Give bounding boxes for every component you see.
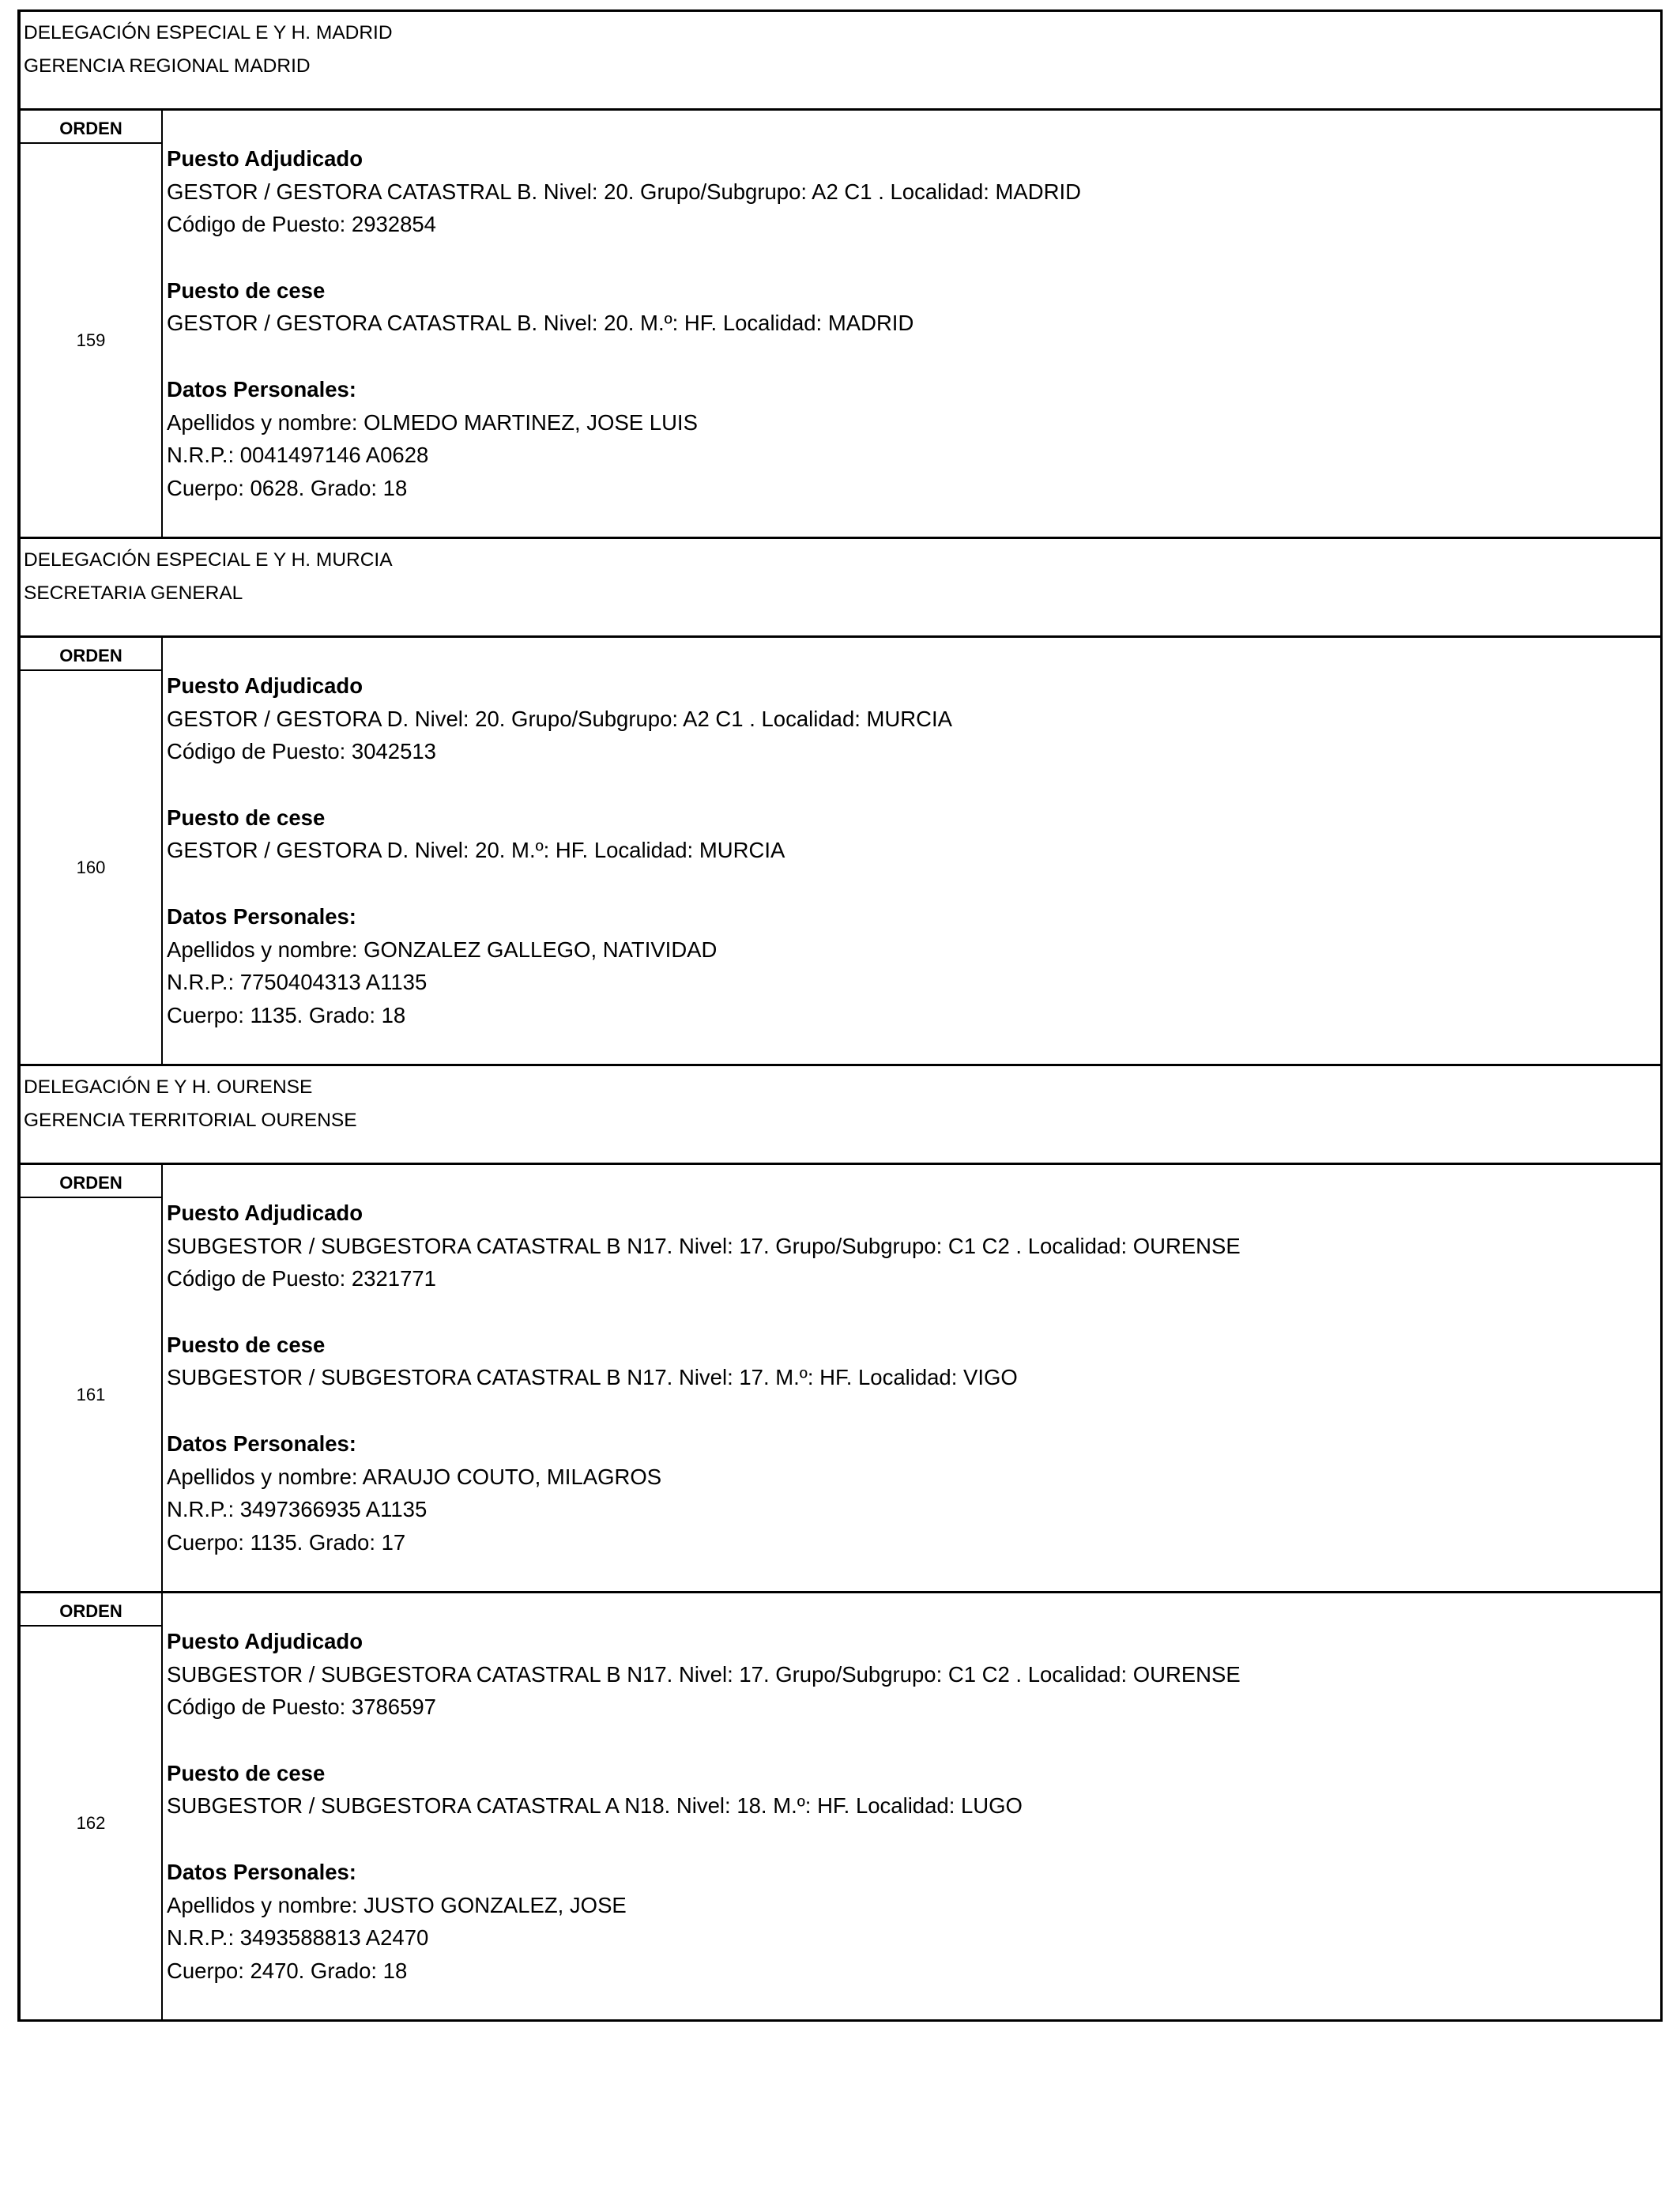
record-row (21, 111, 1660, 539)
record-details (163, 111, 1660, 537)
delegacion-title: DELEGACIÓN ESPECIAL E Y H. MURCIA (24, 549, 393, 571)
puesto-adjudicado-heading: Puesto Adjudicado (167, 673, 363, 698)
puesto-adjudicado-heading: Puesto Adjudicado (167, 146, 363, 171)
orden-number: 160 (76, 857, 106, 877)
section-header (21, 1066, 1660, 1165)
gerencia-title: GERENCIA TERRITORIAL OURENSE (24, 1110, 357, 1131)
nrp: N.R.P.: 3497366935 A1135 (167, 1497, 428, 1522)
datos-personales-heading: Datos Personales: (167, 903, 356, 929)
puesto-adjudicado-text: GESTOR / GESTORA CATASTRAL B. Nivel: 20. Grupo/Subgrupo: A2 C1 . Localidad: MADRID (167, 179, 1081, 204)
gerencia-title: SECRETARIA GENERAL (24, 582, 243, 604)
cuerpo-grado: Cuerpo: 1135. Grado: 18 (167, 1002, 406, 1027)
codigo-puesto: Código de Puesto: 3042513 (167, 739, 436, 764)
puesto-adjudicado-text: SUBGESTOR / SUBGESTORA CATASTRAL B N17. Nivel: 17. Grupo/Subgrupo: C1 C2 . Localidad: OURENSE (167, 1233, 1241, 1258)
apellidos-nombre: Apellidos y nombre: OLMEDO MARTINEZ, JOSE LUIS (167, 409, 698, 435)
apellidos-nombre: Apellidos y nombre: ARAUJO COUTO, MILAGROS (167, 1464, 662, 1489)
section-header (21, 539, 1660, 638)
orden-column (21, 638, 163, 1064)
record-details (163, 1593, 1660, 2019)
puesto-adjudicado-text: SUBGESTOR / SUBGESTORA CATASTRAL B N17. Nivel: 17. Grupo/Subgrupo: C1 C2 . Localidad: OURENSE (167, 1661, 1241, 1687)
puesto-cese-text: SUBGESTOR / SUBGESTORA CATASTRAL A N18. Nivel: 18. M.º: HF. Localidad: LUGO (167, 1793, 1023, 1819)
orden-column (21, 111, 163, 537)
record-row (21, 1165, 1660, 1593)
apellidos-nombre: Apellidos y nombre: JUSTO GONZALEZ, JOSE (167, 1892, 627, 1917)
codigo-puesto: Código de Puesto: 2321771 (167, 1266, 436, 1291)
codigo-puesto: Código de Puesto: 3786597 (167, 1695, 436, 1720)
record-row (21, 638, 1660, 1066)
nrp: N.R.P.: 3493588813 A2470 (167, 1925, 429, 1951)
datos-personales-heading: Datos Personales: (167, 1431, 356, 1456)
orden-label: ORDEN (21, 638, 161, 671)
section-header (21, 12, 1660, 111)
puesto-cese-text: GESTOR / GESTORA D. Nivel: 20. M.º: HF. Localidad: MURCIA (167, 838, 785, 863)
orden-number: 159 (76, 330, 106, 350)
nrp: N.R.P.: 7750404313 A1135 (167, 970, 428, 995)
puesto-cese-heading: Puesto de cese (167, 805, 326, 830)
orden-column (21, 1593, 163, 2019)
delegacion-title: DELEGACIÓN ESPECIAL E Y H. MADRID (24, 22, 393, 43)
cuerpo-grado: Cuerpo: 1135. Grado: 17 (167, 1529, 406, 1555)
puesto-cese-heading: Puesto de cese (167, 1760, 326, 1785)
apellidos-nombre: Apellidos y nombre: GONZALEZ GALLEGO, NATIVIDAD (167, 937, 718, 962)
orden-label: ORDEN (21, 1593, 161, 1627)
nrp: N.R.P.: 0041497146 A0628 (167, 443, 429, 468)
datos-personales-heading: Datos Personales: (167, 376, 356, 401)
puesto-cese-heading: Puesto de cese (167, 1332, 326, 1357)
puesto-cese-text: SUBGESTOR / SUBGESTORA CATASTRAL B N17. Nivel: 17. M.º: HF. Localidad: VIGO (167, 1365, 1018, 1390)
cuerpo-grado: Cuerpo: 2470. Grado: 18 (167, 1958, 408, 1983)
orden-number: 162 (76, 1812, 106, 1833)
puesto-cese-heading: Puesto de cese (167, 277, 326, 303)
orden-column (21, 1165, 163, 1591)
record-details (163, 638, 1660, 1064)
orden-label: ORDEN (21, 1165, 161, 1198)
record-details (163, 1165, 1660, 1591)
puesto-adjudicado-heading: Puesto Adjudicado (167, 1629, 363, 1653)
gerencia-title: GERENCIA REGIONAL MADRID (24, 55, 311, 77)
orden-label: ORDEN (21, 111, 161, 144)
puesto-adjudicado-text: GESTOR / GESTORA D. Nivel: 20. Grupo/Subgrupo: A2 C1 . Localidad: MURCIA (167, 706, 952, 731)
record-row (21, 1593, 1660, 2022)
puesto-adjudicado-heading: Puesto Adjudicado (167, 1201, 363, 1225)
datos-personales-heading: Datos Personales: (167, 1859, 356, 1884)
document-table (17, 9, 1663, 2022)
orden-number: 161 (76, 1384, 106, 1404)
delegacion-title: DELEGACIÓN E Y H. OURENSE (24, 1076, 313, 1098)
codigo-puesto: Código de Puesto: 2932854 (167, 212, 436, 237)
puesto-cese-text: GESTOR / GESTORA CATASTRAL B. Nivel: 20. M.º: HF. Localidad: MADRID (167, 311, 914, 336)
cuerpo-grado: Cuerpo: 0628. Grado: 18 (167, 475, 408, 500)
